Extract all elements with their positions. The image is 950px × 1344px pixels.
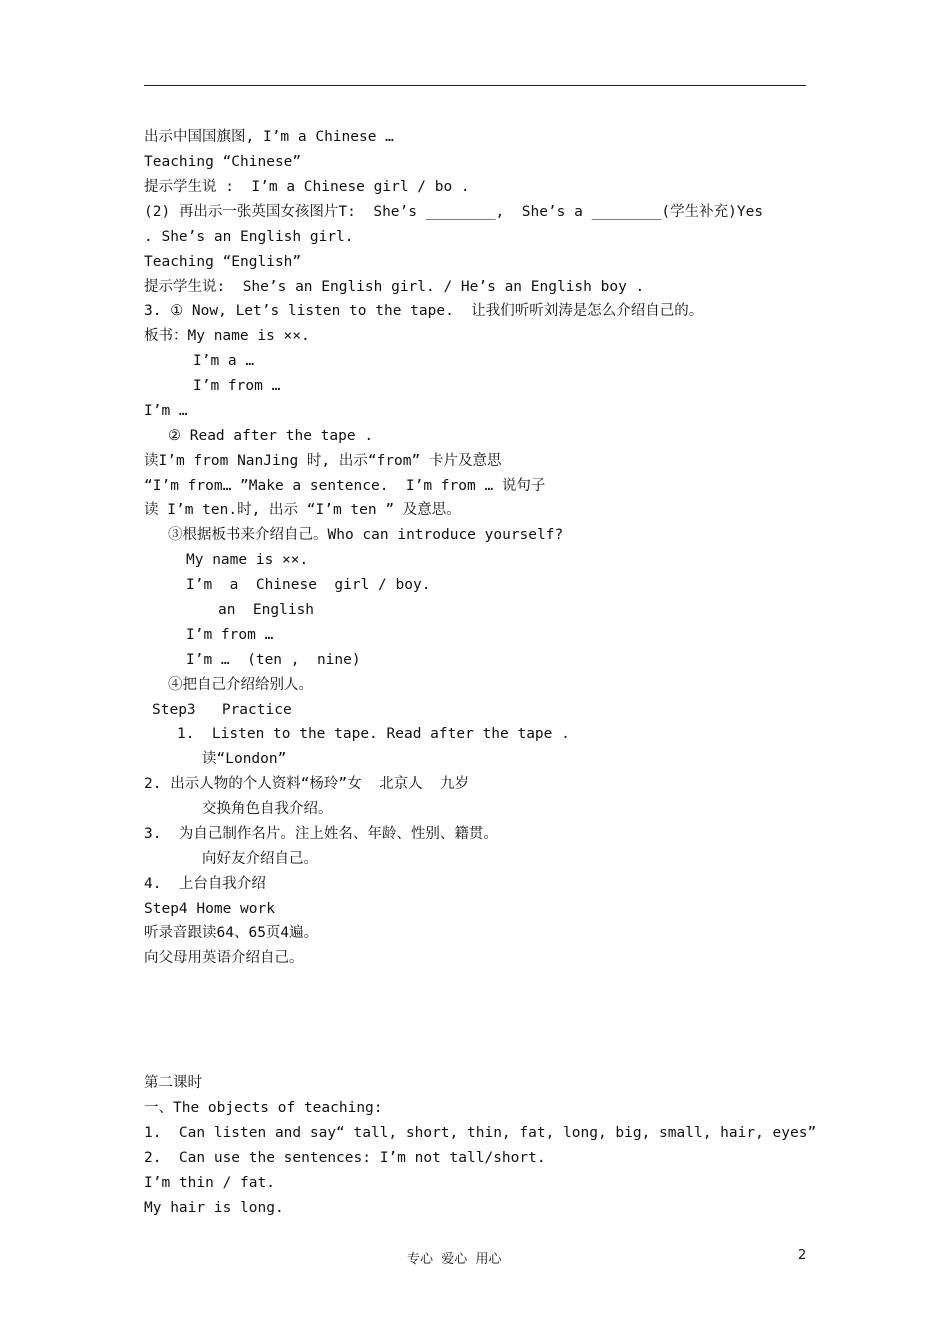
page-number: 2 xyxy=(798,1248,807,1263)
text-line: I’m a Chinese girl / boy. xyxy=(186,577,431,593)
text-line: 向好友介绍自己。 xyxy=(202,851,318,867)
text-line: ② Read after the tape . xyxy=(168,428,374,444)
text-line: 2. Can use the sentences: I’m not tall/short. xyxy=(144,1150,546,1166)
text-line: 板书：My name is ××. xyxy=(144,328,310,344)
text-line: My hair is long. xyxy=(144,1200,284,1216)
section-title: 第二课时 xyxy=(144,1075,202,1091)
text-line: 3. 为自己制作名片。注上姓名、年龄、性别、籍贯。 xyxy=(144,826,498,842)
text-line: 出示中国国旗图, I’m a Chinese … xyxy=(144,129,394,145)
footer-motto: 专心 爱心 用心 xyxy=(407,1252,502,1267)
text-line: ③根据板书来介绍自己。Who can introduce yourself? xyxy=(168,527,564,543)
text-line: 1. Can listen and say“ tall, short, thin, fat, long, big, small, hair, eyes” xyxy=(144,1125,817,1141)
text-line: I’m … xyxy=(144,403,188,419)
text-line: I’m from … xyxy=(186,627,274,643)
text-line: Teaching “Chinese” xyxy=(144,154,302,170)
text-line: 2. 出示人物的个人资料“杨玲”女 北京人 九岁 xyxy=(144,776,470,792)
text-line: 提示学生说 : I’m a Chinese girl / bo . xyxy=(144,179,470,195)
text-line: I’m thin / fat. xyxy=(144,1175,275,1191)
text-line: “I’m from… ”Make a sentence. I’m from … 说句子 xyxy=(144,478,546,494)
text-line: 1. Listen to the tape. Read after the tape . xyxy=(177,726,570,742)
text-line: (2) 再出示一张英国女孩图片T: She’s ________, She’s a ________(学生补充)Yes xyxy=(144,204,764,220)
text-line: 听录音跟读64、65页4遍。 xyxy=(144,925,319,941)
text-line: 向父母用英语介绍自己。 xyxy=(144,950,304,966)
text-line: an English xyxy=(218,602,315,618)
text-line: 读“London” xyxy=(202,751,287,767)
text-line: 4. 上台自我介绍 xyxy=(144,876,266,892)
text-line: Teaching “English” xyxy=(144,254,302,270)
text-line: . She’s an English girl. xyxy=(144,229,354,245)
text-line: ④把自己介绍给别人。 xyxy=(168,677,313,693)
text-line: 3. ① Now, Let’s listen to the tape. 让我们听听刘涛是怎么介绍自己的。 xyxy=(144,303,704,319)
text-line: 交换角色自我介绍。 xyxy=(202,801,333,817)
text-line: I’m from … xyxy=(193,378,281,394)
text-line: Step4 Home work xyxy=(144,901,275,917)
header-rule xyxy=(144,85,806,86)
text-line: 一、The objects of teaching: xyxy=(144,1100,383,1116)
text-line: 读 I’m ten.时, 出示 “I’m ten ” 及意思。 xyxy=(144,502,461,518)
text-line: 读I’m from NanJing 时, 出示“from” 卡片及意思 xyxy=(144,453,502,469)
text-line: My name is ××. xyxy=(186,552,309,568)
text-line: I’m … (ten , nine) xyxy=(186,652,361,668)
text-line: Step3 Practice xyxy=(152,702,292,718)
text-line: I’m a … xyxy=(193,353,255,369)
text-line: 提示学生说: She’s an English girl. / He’s an English boy . xyxy=(144,279,645,295)
